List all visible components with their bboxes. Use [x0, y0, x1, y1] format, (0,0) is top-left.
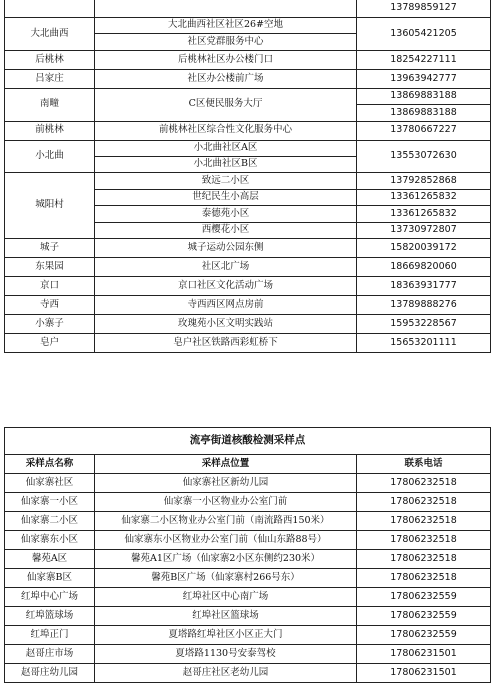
site-name-cell: 南疃 — [5, 88, 95, 121]
location-cell: 大北曲西社区社区26#空地 — [95, 18, 357, 34]
table-row — [5, 333, 491, 352]
phone-cell: 18669820060 — [357, 257, 491, 276]
phone-cell: 13869883188 — [357, 105, 491, 121]
table-row — [5, 88, 491, 104]
location-cell: 馨苑A1区广场（仙家寨2小区东侧约230米） — [95, 550, 357, 569]
location-cell: 城子运动公园东侧 — [95, 238, 357, 257]
table-row — [5, 569, 491, 588]
phone-cell: 18363931777 — [357, 276, 491, 295]
table-row — [5, 531, 491, 550]
phone-cell: 17806232518 — [357, 474, 491, 493]
phone-cell: 17806232518 — [357, 531, 491, 550]
phone-cell: 13730972807 — [357, 222, 491, 238]
location-cell: 社区党群服务中心 — [95, 34, 357, 50]
site-name-cell: 后桃林 — [5, 50, 95, 69]
location-cell: 馨苑B区广场（仙家寨村266号东） — [95, 569, 357, 588]
phone-cell: 17806231501 — [357, 664, 491, 683]
testing-sites-table-1 — [4, 0, 491, 353]
phone-cell: 17806232518 — [357, 512, 491, 531]
site-name-cell: 皂户 — [5, 333, 95, 352]
table-title: 流亭街道核酸检测采样点 — [5, 428, 491, 455]
location-cell: 仙家寨东小区物业办公室门前（仙山东路88号） — [95, 531, 357, 550]
site-name-cell: 红埠正门 — [5, 626, 95, 645]
site-name-cell: 赵哥庄市场 — [5, 645, 95, 664]
table-row — [5, 121, 491, 140]
phone-cell: 17806232518 — [357, 493, 491, 512]
site-name-cell: 京口 — [5, 276, 95, 295]
location-cell: 泰德苑小区 — [95, 206, 357, 222]
site-name-cell: 仙家寨一小区 — [5, 493, 95, 512]
phone-cell: 13553072630 — [357, 140, 491, 173]
table2-body — [5, 474, 491, 683]
location-cell: 红埠社区篮球场 — [95, 607, 357, 626]
location-cell: 小北曲社区A区 — [95, 140, 357, 156]
table-row — [5, 238, 491, 257]
phone-cell: 17806232518 — [357, 550, 491, 569]
site-name-cell: 红埠篮球场 — [5, 607, 95, 626]
site-name-cell: 仙家寨社区 — [5, 474, 95, 493]
location-cell: 西樱花小区 — [95, 222, 357, 238]
phone-cell: 17806232518 — [357, 569, 491, 588]
location-cell: 世纪民生小高层 — [95, 189, 357, 205]
location-cell: 仙家寨一小区物业办公室门前 — [95, 493, 357, 512]
location-cell: 夏塔路红埠社区小区正大门 — [95, 626, 357, 645]
site-name-cell: 仙家寨B区 — [5, 569, 95, 588]
location-cell: 京口社区文化活动广场 — [95, 276, 357, 295]
table-row — [5, 173, 491, 189]
table-row — [5, 607, 491, 626]
table-row — [5, 626, 491, 645]
phone-cell: 17806232559 — [357, 626, 491, 645]
location-cell: 夏塔路1130号安泰驾校 — [95, 645, 357, 664]
table-row — [5, 550, 491, 569]
location-cell: 社区北广场 — [95, 257, 357, 276]
phone-cell: 17806232559 — [357, 607, 491, 626]
site-name-cell: 仙家寨二小区 — [5, 512, 95, 531]
phone-cell: 13789859127 — [357, 0, 491, 18]
location-cell: 红埠社区中心南广场 — [95, 588, 357, 607]
site-name-cell: 小寨子 — [5, 314, 95, 333]
phone-cell: 18254227111 — [357, 50, 491, 69]
phone-cell: 13869883188 — [357, 88, 491, 104]
phone-cell: 13780667227 — [357, 121, 491, 140]
liuting-testing-sites-table — [4, 427, 491, 683]
empty-cell — [95, 0, 357, 18]
site-name-cell: 赵哥庄幼儿园 — [5, 664, 95, 683]
location-cell: 前桃林社区综合性文化服务中心 — [95, 121, 357, 140]
phone-cell: 15820039172 — [357, 238, 491, 257]
site-name-cell: 仙家寨东小区 — [5, 531, 95, 550]
site-name-cell: 寺西 — [5, 295, 95, 314]
phone-cell: 13792852868 — [357, 173, 491, 189]
table-row — [5, 18, 491, 34]
phone-cell: 17806232559 — [357, 588, 491, 607]
site-name-cell: 东果园 — [5, 257, 95, 276]
phone-cell: 13361265832 — [357, 206, 491, 222]
site-name-cell: 红埠中心广场 — [5, 588, 95, 607]
location-cell: 皂户社区铁路西彩虹桥下 — [95, 333, 357, 352]
location-cell: 致远二小区 — [95, 173, 357, 189]
site-name-cell: 吕家庄 — [5, 69, 95, 88]
header-site-location: 采样点位置 — [95, 455, 357, 474]
site-name-cell: 城子 — [5, 238, 95, 257]
site-name-cell: 馨苑A区 — [5, 550, 95, 569]
phone-cell: 13789888276 — [357, 295, 491, 314]
header-phone: 联系电话 — [357, 455, 491, 474]
table-row — [5, 588, 491, 607]
site-name-cell: 小北曲 — [5, 140, 95, 173]
phone-cell: 17806231501 — [357, 645, 491, 664]
table-row — [5, 493, 491, 512]
location-cell: 仙家寨二小区物业办公室门前（南流路西150米） — [95, 512, 357, 531]
table-row — [5, 314, 491, 333]
empty-cell — [5, 0, 95, 18]
phone-cell: 13605421205 — [357, 18, 491, 51]
table-row — [5, 69, 491, 88]
location-cell: 玫瑰苑小区文明实践站 — [95, 314, 357, 333]
location-cell: 后桃林社区办公楼门口 — [95, 50, 357, 69]
site-name-cell: 城阳村 — [5, 173, 95, 239]
table-row — [5, 257, 491, 276]
location-cell: 仙家寨社区新幼儿园 — [95, 474, 357, 493]
phone-cell: 15953228567 — [357, 314, 491, 333]
table-row — [5, 0, 491, 18]
location-cell: 社区办公楼前广场 — [95, 69, 357, 88]
site-name-cell: 大北曲西 — [5, 18, 95, 51]
table-row — [5, 50, 491, 69]
location-cell: 赵哥庄社区老幼儿园 — [95, 664, 357, 683]
header-site-name: 采样点名称 — [5, 455, 95, 474]
phone-cell: 15653201111 — [357, 333, 491, 352]
location-cell: 小北曲社区B区 — [95, 156, 357, 172]
table-row — [5, 276, 491, 295]
table1-body — [5, 0, 491, 352]
table-row — [5, 664, 491, 683]
location-cell: 寺西西区网点房前 — [95, 295, 357, 314]
table-row — [5, 140, 491, 156]
phone-cell: 13963942777 — [357, 69, 491, 88]
table-row — [5, 474, 491, 493]
site-name-cell: 前桃林 — [5, 121, 95, 140]
phone-cell: 13361265832 — [357, 189, 491, 205]
table-row — [5, 295, 491, 314]
location-cell: C区便民服务大厅 — [95, 88, 357, 121]
table-row — [5, 512, 491, 531]
table-row — [5, 645, 491, 664]
